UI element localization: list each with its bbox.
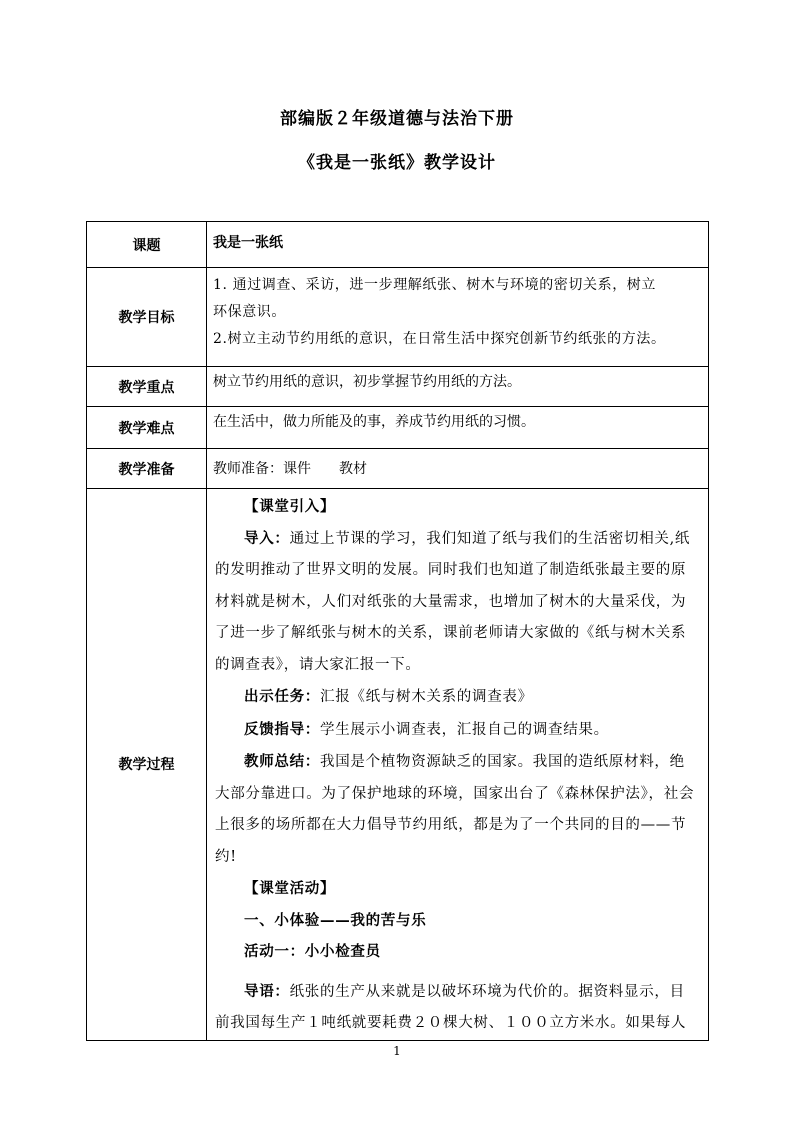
table-row-key-points <box>87 367 709 407</box>
section-heading-activity: 【课堂活动】 <box>244 880 336 897</box>
table-row-difficulties <box>87 407 709 449</box>
topic-value: 我是一张纸 <box>207 222 709 268</box>
task-lead: 出示任务： <box>244 688 320 705</box>
goal-line: 1. 通过调查、采访，进一步理解纸张、树木与环境的密切关系，树立 <box>213 277 657 293</box>
process-content <box>207 489 709 1041</box>
summary-lead: 教师总结： <box>244 753 320 770</box>
page-number: 1 <box>393 1044 401 1058</box>
intro-text: 通过上节课的学习，我们知道了纸与我们的生活密切相关,纸的发明推动了世界文明的发展。同时我们也知道了制造纸张最主要的原材料就是树木，人们对纸张的大量需求，也增加了树木的大量采伐，为了进一步了解纸张与树木的关系，课前老师请大家做的《纸与树木关系的调查表》，请大家汇报一下。 <box>215 530 691 673</box>
guide-lead: 导语： <box>244 982 290 1000</box>
preparation-value: 教师准备：课件 教材 <box>207 449 709 489</box>
document-subtitle: 《我是一张纸》教学设计 <box>298 153 496 173</box>
difficulties-value: 在生活中，做力所能及的事，养成节约用纸的习惯。 <box>207 407 709 449</box>
preparation-label: 教学准备 <box>87 449 207 489</box>
task-text: 汇报《纸与树木关系的调查表》 <box>320 689 533 705</box>
document-title: 部编版２年级道德与法治下册 <box>280 109 514 129</box>
guide-text: 纸张的生产从来就是以破坏环境为代价的。据资料显示，目前我国每生产１吨纸就要耗费２０棵大树、１００立方米水。如果每人 <box>215 983 687 1031</box>
goal-line: 2.树立主动节约用纸的意识，在日常生活中探究创新节约纸张的方法。 <box>213 331 666 347</box>
intro-lead: 导入： <box>244 529 290 547</box>
lesson-plan-table <box>86 221 709 1041</box>
topic-label: 课题 <box>87 222 207 268</box>
goals-value <box>207 268 709 367</box>
intro-paragraph <box>215 523 698 682</box>
feedback-text: 学生展示小调查表，汇报自己的调查结果。 <box>320 721 609 738</box>
section-heading-intro: 【课堂引入】 <box>244 498 336 515</box>
feedback-lead: 反馈指导： <box>244 720 320 738</box>
table-row-topic <box>87 222 709 268</box>
summary-paragraph <box>215 746 698 873</box>
key-points-value: 树立节约用纸的意识，初步掌握节约用纸的方法。 <box>207 367 709 407</box>
table-row-preparation <box>87 449 709 489</box>
difficulties-label: 教学难点 <box>87 407 207 449</box>
table-row-process <box>87 489 709 1041</box>
key-points-label: 教学重点 <box>87 367 207 407</box>
goals-label: 教学目标 <box>87 268 207 367</box>
task-paragraph <box>215 681 698 714</box>
guide-paragraph <box>215 976 698 1040</box>
sub-heading-experience: 一、小体验——我的苦与乐 <box>244 911 427 929</box>
goal-line: 环保意识。 <box>213 304 286 320</box>
process-label: 教学过程 <box>87 489 207 1041</box>
summary-text: 我国是个植物资源缺乏的国家。我国的造纸原材料，绝大部分靠进口。为了保护地球的环境，国家出台了《森林保护法》，社会上很多的场所都在大力倡导节约用纸，都是为了一个共同的目的——节约! <box>215 754 695 865</box>
table-row-goals <box>87 268 709 367</box>
activity-heading: 活动一：小小检查员 <box>244 943 381 960</box>
feedback-paragraph <box>215 714 698 747</box>
